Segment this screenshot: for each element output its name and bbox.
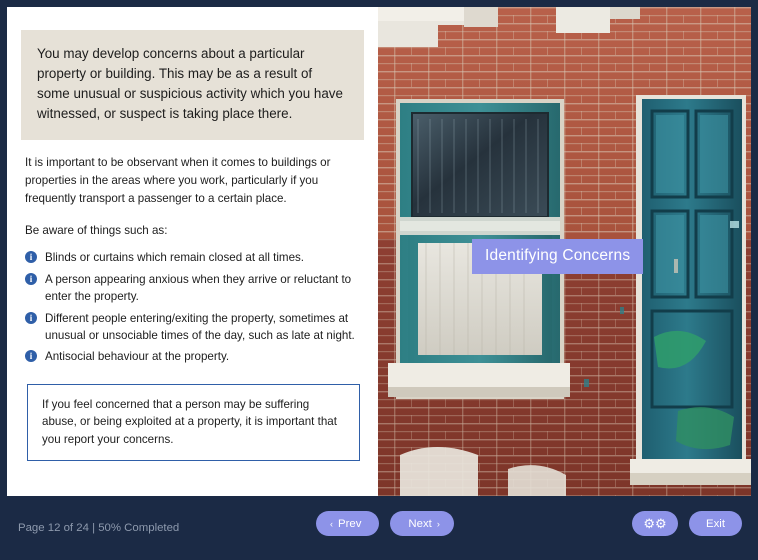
prev-button-label: Prev xyxy=(338,517,362,530)
progress-status: Page 12 of 24 | 50% Completed xyxy=(18,522,180,534)
image-caption-label: Identifying Concerns xyxy=(472,239,643,274)
utility-controls xyxy=(632,511,742,536)
report-concerns-note: If you feel concerned that a person may be suffering abuse, or being exploited at a property, it is important that you report your concerns. xyxy=(27,384,360,461)
list-item-label: A person appearing anxious when they arrive or reluctant to enter the property. xyxy=(45,273,352,303)
info-icon: i xyxy=(25,273,37,285)
paragraph-be-aware: Be aware of things such as: xyxy=(25,224,168,238)
exit-button[interactable]: Exit xyxy=(689,511,742,536)
prev-button[interactable] xyxy=(316,511,379,536)
next-button-label: Next xyxy=(408,517,432,530)
next-button[interactable] xyxy=(390,511,453,536)
info-icon: i xyxy=(25,312,37,324)
chevron-left-icon: ‹ xyxy=(330,518,333,529)
callout-box: You may develop concerns about a particular property or building. This may be as a result of some unusual or suspicious activity which you have witnessed, or suspect is taking place there. xyxy=(21,30,364,140)
chevron-right-icon: › xyxy=(436,518,440,529)
info-icon: i xyxy=(25,350,37,362)
list-item-label: Antisocial behaviour at the property. xyxy=(45,350,230,364)
player-footer xyxy=(0,500,758,560)
gear-icon: ⚙⚙ xyxy=(643,516,667,531)
list-item xyxy=(25,311,360,345)
list-item-label: Different people entering/exiting the property, sometimes at unusual or unsociable times of the day, such as late at night. xyxy=(45,311,355,342)
paragraph-observant: It is important to be observant when it comes to buildings or properties in the areas where you work, particularly if you frequently transport a passenger to a certain place. xyxy=(25,156,331,206)
slide-text-panel xyxy=(7,7,378,496)
settings-button[interactable] xyxy=(632,511,678,536)
list-item-label: Blinds or curtains which remain closed at all times. xyxy=(45,251,305,265)
list-item xyxy=(25,349,360,366)
info-icon: i xyxy=(25,251,37,263)
list-item xyxy=(25,272,360,306)
slide-image xyxy=(378,7,751,496)
awareness-bullet-list xyxy=(25,250,360,366)
list-item xyxy=(25,250,360,267)
navigation-controls xyxy=(316,511,454,536)
